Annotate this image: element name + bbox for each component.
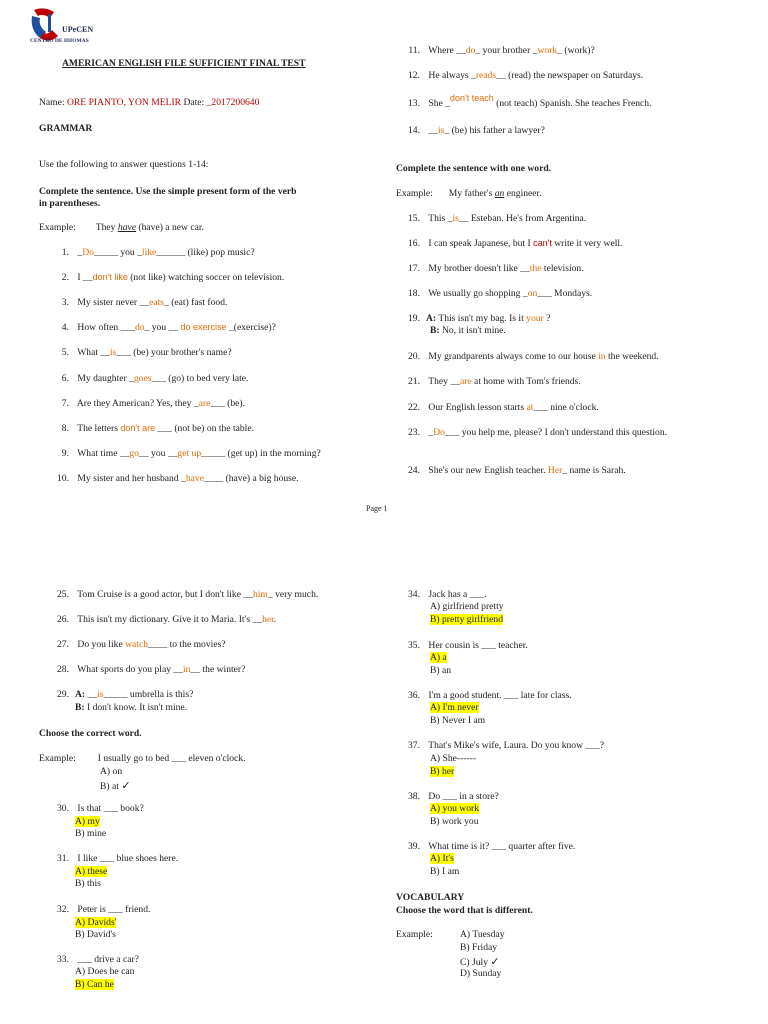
question-30-option-b: B) mine	[75, 828, 107, 839]
question-29-b: B: I don't know. It isn't mine.	[75, 702, 188, 713]
page-number: Page 1	[366, 504, 388, 513]
answer: do exercise	[180, 322, 227, 332]
answer: your	[526, 313, 544, 324]
answer: do	[134, 322, 145, 333]
answer: in	[598, 351, 606, 362]
question-8: 8. The letters don't are ___ (not be) on the table.	[61, 423, 254, 434]
example-4-option-c: C) July ✓	[460, 955, 500, 968]
question-6: 6. My daughter _goes___ (go) to bed very late.	[61, 373, 249, 384]
section-vocabulary: VOCABULARY	[396, 892, 465, 903]
question-1: 1. _Do_____ you _like______ (like) pop music?	[61, 247, 255, 258]
question-37-option-b: B) her	[430, 766, 455, 777]
question-38: 38. Do ___ in a store?	[408, 791, 499, 802]
answer: like	[141, 247, 157, 258]
question-32-option-b: B) David's	[75, 929, 116, 940]
question-7: 7. Are they American? Yes, they _are___ (be).	[61, 398, 245, 409]
question-35: 35. Her cousin is ___ teacher.	[408, 640, 528, 651]
question-31-option-b: B) this	[75, 878, 101, 889]
question-38-option-b: B) work you	[430, 816, 479, 827]
question-30: 30. Is that ___ book?	[57, 803, 144, 814]
example-4-option-a: A) Tuesday	[460, 929, 505, 940]
question-31: 31. I like ___ blue shoes here.	[57, 853, 179, 864]
question-25: 25. Tom Cruise is a good actor, but I don't like __him_ very much.	[57, 589, 319, 600]
date-label: Date:	[181, 97, 207, 108]
question-32: 32. Peter is ___ friend.	[57, 904, 151, 915]
instruction-2: Complete the sentence with one word.	[396, 163, 552, 174]
answer: Her	[547, 465, 563, 476]
question-19: 19. A: This isn't my bag. Is it your ?	[408, 313, 551, 324]
question-35-option-a: A) a	[430, 652, 447, 663]
question-17: 17. My brother doesn't like __the television.	[408, 263, 584, 274]
example-4-option-b: B) Friday	[460, 942, 498, 953]
example-2: Example: My father's an engineer.	[396, 188, 542, 199]
question-14: 14. __is_ (be) his father a lawyer?	[408, 125, 545, 136]
question-11: 11. Where __do_ your brother _work_ (work)?	[408, 45, 595, 56]
question-21: 21. They __are at home with Tom's friends.	[408, 376, 581, 387]
question-33-option-a: A) Does he can	[75, 966, 135, 977]
answer: her	[262, 614, 274, 625]
question-9: 9. What time __go__ you __get up_____ (get up) in the morning?	[61, 448, 321, 459]
answer: can't	[533, 238, 552, 248]
answer: don't are	[120, 423, 156, 433]
question-30-option-a: A) my	[75, 816, 100, 827]
question-13: 13. She _don't teach (not teach) Spanish. She teaches French.	[408, 93, 652, 109]
checkmark-icon: ✓	[121, 779, 131, 792]
instruction-use-following: Use the following to answer questions 1-14:	[39, 159, 209, 170]
logo-name: UPeCEN	[62, 25, 94, 34]
name-value: ORE PIANTO, YON MELIR	[66, 97, 182, 108]
question-33-option-b: B) Can he	[75, 979, 114, 990]
example-label: Example:	[39, 222, 76, 233]
question-28: 28. What sports do you play __in__ the winter?	[57, 664, 246, 675]
question-29: 29. A: __is_____ umbrella is this?	[57, 689, 194, 700]
question-5: 5. What __is___ (be) your brother's name?	[61, 347, 232, 358]
question-37: 37. That's Mike's wife, Laura. Do you know ___?	[408, 740, 605, 751]
question-12: 12. He always _reads__ (read) the newspaper on Saturdays.	[408, 70, 644, 81]
question-19-b: B: No, it isn't mine.	[430, 325, 506, 336]
name-line	[39, 97, 259, 108]
answer: are	[459, 376, 472, 387]
question-2: 2. I __don't like (not like) watching soccer on television.	[61, 272, 285, 283]
question-23: 23. _Do___ you help me, please? I don't understand this question.	[408, 427, 668, 438]
question-18: 18. We usually go shopping _on___ Mondays.	[408, 288, 593, 299]
question-35-option-b: B) an	[430, 665, 452, 676]
question-27: 27. Do you like watch____ to the movies?	[57, 639, 226, 650]
answer: in	[183, 664, 191, 675]
logo	[30, 6, 110, 50]
instruction-3: Choose the correct word.	[39, 728, 142, 739]
question-26: 26. This isn't my dictionary. Give it to Maria. It's __her.	[57, 614, 277, 625]
answer: work	[537, 45, 558, 56]
instruction-4: Choose the word that is different.	[396, 905, 533, 916]
question-24: 24. She's our new English teacher. Her_ name is Sarah.	[408, 465, 626, 476]
question-36: 36. I'm a good student. ___ late for class.	[408, 690, 572, 701]
question-36-option-a: A) I'm never	[430, 702, 479, 713]
question-20: 20. My grandparents always come to our house in the weekend.	[408, 351, 659, 362]
question-38-option-a: A) you work	[430, 803, 480, 814]
answer: don't like	[92, 272, 128, 282]
answer: on	[527, 288, 538, 299]
answer: the	[529, 263, 542, 274]
answer: at	[526, 402, 534, 413]
question-15: 15. This _is__ Esteban. He's from Argentina.	[408, 213, 587, 224]
name-label: Name:	[39, 97, 67, 108]
example-answer: have	[117, 222, 137, 233]
answer: is	[97, 689, 104, 700]
question-39-option-b: B) I am	[430, 866, 460, 877]
answer: Do	[82, 247, 94, 258]
question-39-option-a: A) It's	[430, 853, 454, 864]
answer: is	[438, 125, 445, 136]
answer: goes	[133, 373, 152, 384]
answer: eats	[149, 297, 164, 308]
question-16: 16. I can speak Japanese, but I can't write it very well.	[408, 238, 623, 249]
question-22: 22. Our English lesson starts at___ nine o'clock.	[408, 402, 599, 413]
question-34-option-b: B) pretty girlfriend	[430, 614, 503, 625]
section-grammar: GRAMMAR	[39, 123, 93, 134]
example-3: Example: I usually go to bed ___ eleven o'clock.	[39, 753, 246, 764]
answer: have	[185, 473, 204, 484]
answer: him	[252, 589, 268, 600]
answer: Do	[433, 427, 445, 438]
answer: don't teach	[449, 93, 494, 103]
question-39: 39. What time is it? ___ quarter after five.	[408, 841, 576, 852]
example-3-option-a: A) on	[100, 766, 123, 777]
question-34: 34. Jack has a ___.	[408, 589, 487, 600]
answer: reads	[475, 70, 497, 81]
question-10: 10. My sister and her husband _have____ (have) a big house.	[57, 473, 299, 484]
question-4: 4. How often ___do_ you __ do exercise _(exercise)?	[61, 322, 276, 333]
example-4-option-d: D) Sunday	[460, 968, 502, 979]
instruction-1-line1: Complete the sentence. Use the simple present form of the verb	[39, 186, 297, 197]
question-32-option-a: A) Davids'	[75, 917, 117, 928]
example-4-label: Example:	[396, 929, 433, 940]
logo-subtitle: CENTRO DE IDIOMAS	[30, 38, 89, 44]
answer: is	[452, 213, 459, 224]
answer: go	[129, 448, 140, 459]
question-34-option-a: A) girlfriend pretty	[430, 601, 504, 612]
question-37-option-a: A) She------	[430, 753, 477, 764]
question-31-option-a: A) these	[75, 866, 108, 877]
question-3: 3. My sister never __eats_ (eat) fast food.	[61, 297, 228, 308]
answer: get up	[177, 448, 202, 459]
answer: is	[110, 347, 117, 358]
example-3-option-b: B) at ✓	[100, 779, 131, 792]
answer: do	[465, 45, 476, 56]
answer: watch	[125, 639, 149, 650]
checkmark-icon: ✓	[490, 955, 500, 968]
question-33: 33. ___ drive a car?	[57, 954, 139, 965]
date-value: _2017200640	[206, 97, 260, 108]
question-36-option-b: B) Never I am	[430, 715, 486, 726]
page-title: AMERICAN ENGLISH FILE SUFFICIENT FINAL TEST	[62, 58, 306, 69]
answer: are	[198, 398, 211, 409]
instruction-1-line2: in parentheses.	[39, 198, 101, 209]
example-1: Example: They have (have) a new car.	[39, 222, 204, 233]
